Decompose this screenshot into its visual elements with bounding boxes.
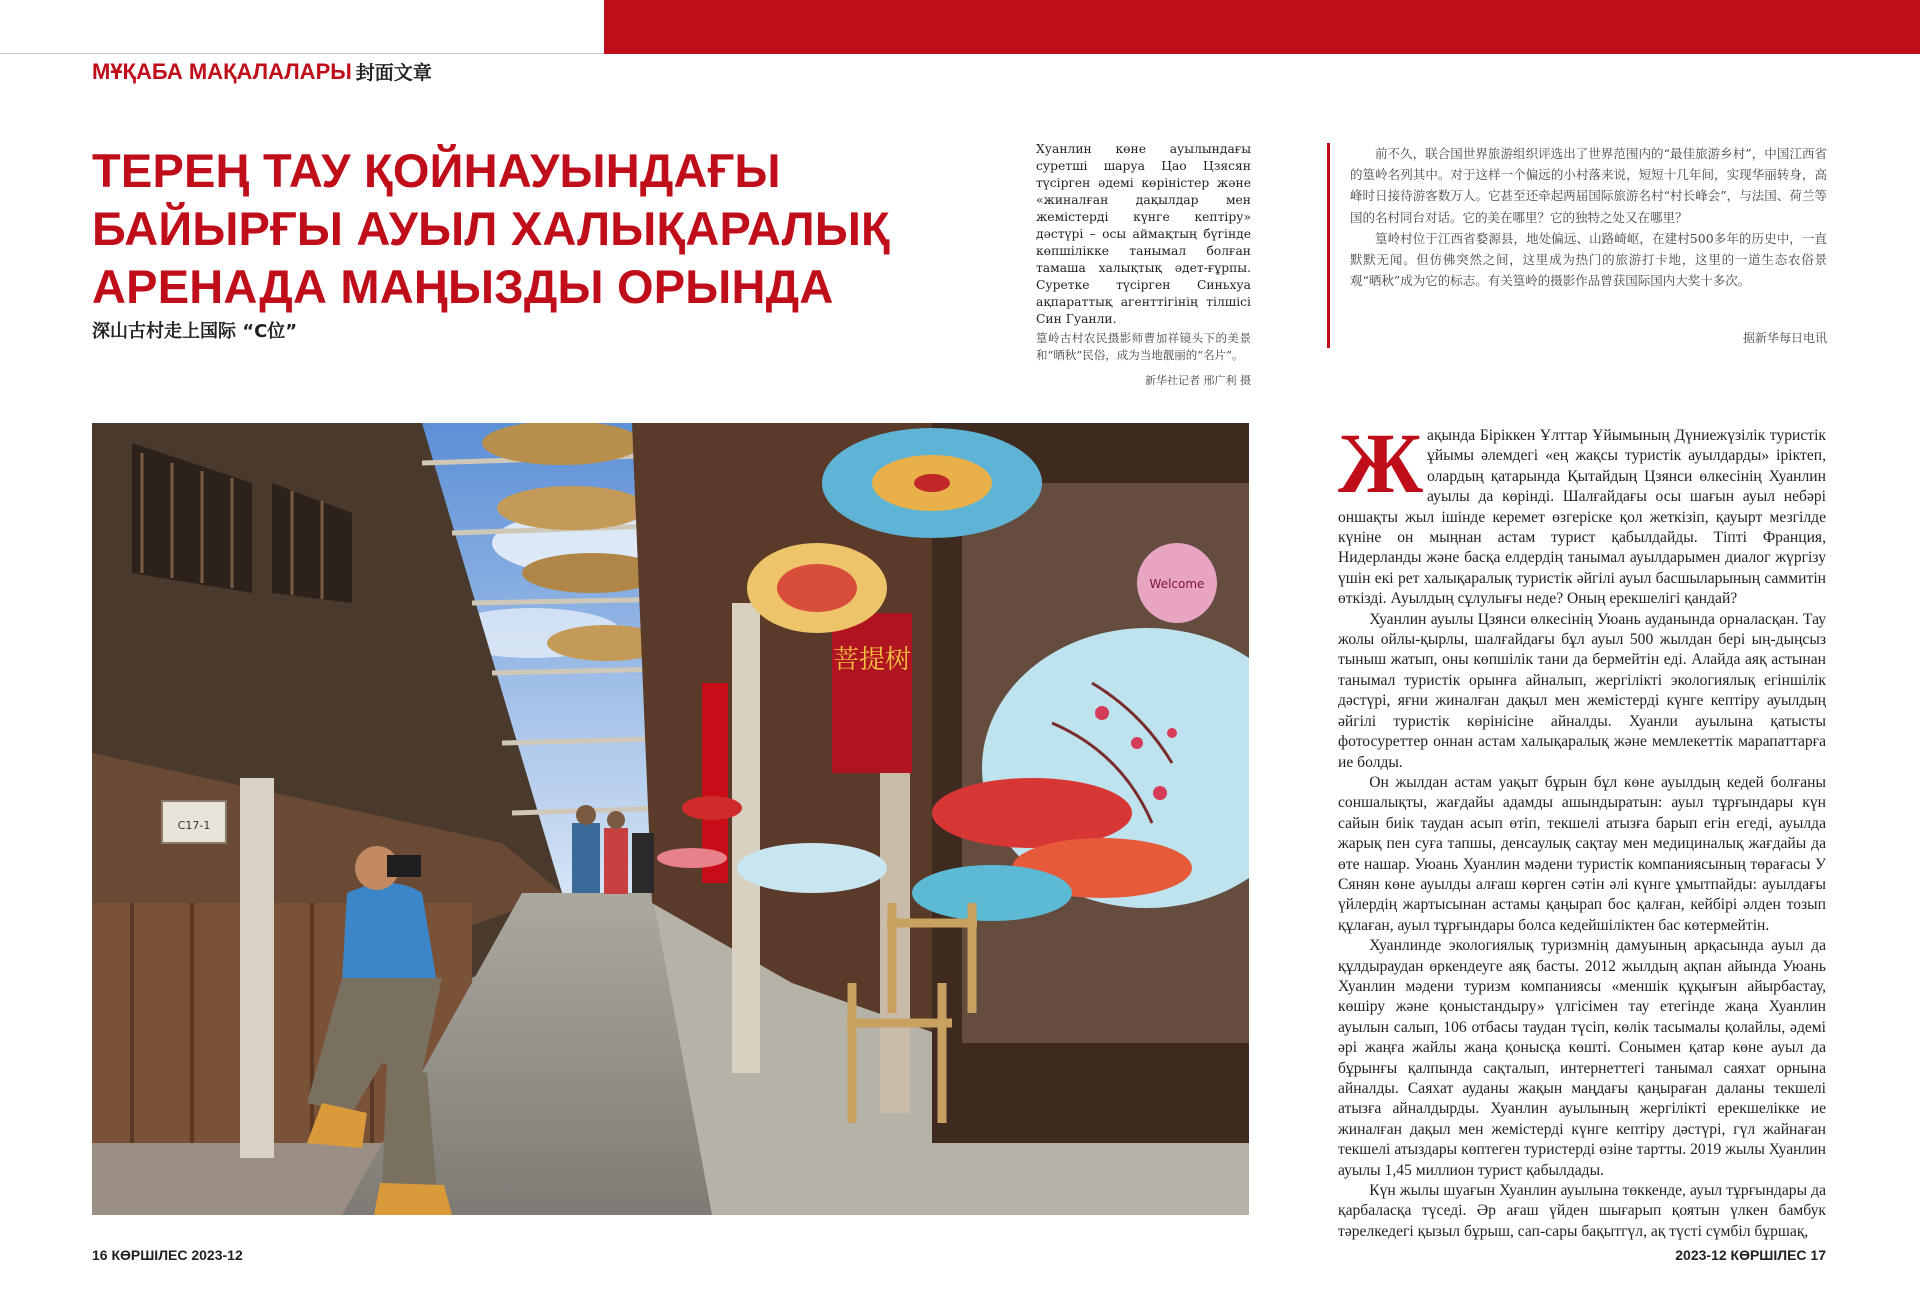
article-paragraph: Күн жылы шуағын Хуанлин ауылына төккенде, ауыл тұрғындары да қарбаласқа түседі. Әр ағаш үйден шығарып қоятын үлкен бамбук тәрелкедегі қызыл бұрыш, сап-сары бақытгүл, ақ түсті сүмбіл бұршақ, bbox=[1338, 1182, 1826, 1240]
umbrella-white bbox=[737, 843, 887, 893]
shop-sign-text: 菩提树 bbox=[832, 645, 912, 675]
headline-line: БАЙЫРҒЫ АУЫЛ ХАЛЫҚАРАЛЫҚ bbox=[92, 202, 890, 255]
intro-box bbox=[1327, 143, 1827, 348]
house-number-text: C17-1 bbox=[177, 819, 211, 832]
intro-paragraph: 篁岭村位于江西省婺源县，地处偏远、山路崎岖，在建村500多年的历史中，一直默默无闻。但仿佛突然之间，这里成为热门的旅游打卡地，这里的一道生态农俗景观“晒秋”成为它的标志。有关篁岭的摄影作品曾获国际国内大奖十多次。 bbox=[1350, 230, 1827, 289]
intro-paragraph: 前不久，联合国世界旅游组织评选出了世界范围内的“最佳旅游乡村”，中国江西省的篁岭名列其中。对于这样一个偏远的小村落来说，短短十几年间，实现华丽转身，高峰时日接待游客数万人。它甚至还牵起两届国际旅游名村“村长峰会”，与法国、荷兰等国的名村同台对话。它的美在哪里？它的独特之处又在哪里？ bbox=[1350, 146, 1827, 225]
top-rule bbox=[0, 53, 604, 54]
headline-line: АРЕНАДА МАҢЫЗДЫ ОРЫНДА bbox=[92, 260, 834, 313]
drop-cap: Ж bbox=[1338, 415, 1424, 511]
article-paragraph bbox=[1338, 415, 1826, 610]
headline bbox=[92, 142, 1042, 316]
caption-cn: 篁岭古村农民摄影师曹加祥镜头下的美景和“晒秋”民俗，成为当地靓丽的“名片”。 bbox=[1036, 331, 1251, 362]
page-number-left: 16 КӨРШІЛЕС 2023-12 bbox=[92, 1247, 243, 1263]
section-label-cn: 封面文章 bbox=[355, 63, 432, 84]
intro-text bbox=[1350, 143, 1827, 291]
top-red-bar bbox=[604, 0, 1920, 54]
article-paragraph-text: ақында Біріккен Ұлттар Ұйымының Дүниежүзілік туристік ұйымы әлемдегі «ең жақсы туристік ауылдарды» іріктеп, олардың қатарында Қытайдың Цзянси өлкесінің Хуанлин ауылы да көрінді. Шалғайдағы осы шағын ауыл небәрі оншақты жыл ішінде керемет өзгеріске қол жеткізіп, қауырт мезгілде күніне он мыңнан астам турист қабылдайды. Тіпті Франция, Нидерланды және басқа елдердің танымал ауылдарымен диалог жүргізу үшін екі рет халықаралық туристік әйгілі ауыл басшыларының саммитін өткізді. Ауылдың сұлулығы неде? Оның ерекшелігі қандай? bbox=[1338, 427, 1826, 608]
section-label-kz: МҰҚАБА МАҚАЛАЛАРЫ bbox=[92, 59, 352, 84]
caption-kz: Хуанлин көне ауылындағы суретші шаруа Цао Цзясян түсірген әдемі көріністер және «жиналған дақылдар мен жемістерді күнге кептіру» дәстүрі – осы аймақтың бүгінде көпшілікке танымал болған тамаша халықтық әдет-ғұрпы. Суретке түсірген Синьхуа ақпараттық агенттігінің тілшісі Син Гуанли. bbox=[1036, 142, 1251, 326]
main-photo bbox=[92, 423, 1249, 1215]
article-paragraph: Хуанлинде экологиялық туризмнің дамуының арқасында ауыл да құлдыраудан өркендеуге аяқ басты. 2012 жылдың ақпан айында Уюань Хуанлин мәдени туризм компаниясы «меншік құқығын айырбастау, көшіру және қоныстандыру» үлгісімен тау етегінде жаңа Хуанлин ауылын салып, 106 отбасы таудан түсіп, көлік тасымалы қолайлы, әдемі әрі жаңға жайлы жаңа қонысқа көшті. Сонымен қатар көне ауыл да бұрынғы қалпында сақталып, интернеттегі танымал саяхат орнына айналды. Саяхат ауданы жақын маңдағы қаңыраған даланы текшелі атызға айналдырды. Хуанлин ауылының жергілікті ерекшелікке ие жиналған дақыл мен жемістерді күнге кептіру дәстүрі, гүл жайнаған текшелі атыздары көптеген туристерді өзіне тартты. 2019 жылы Хуанлин ауылы 1,45 миллион турист қабылдады. bbox=[1338, 937, 1826, 1179]
headline-line: ТЕРЕҢ ТАУ ҚОЙНАУЫНДАҒЫ bbox=[92, 144, 781, 197]
article-body bbox=[1338, 415, 1826, 1242]
section-label bbox=[92, 58, 432, 85]
drying-basket bbox=[482, 423, 642, 465]
article-paragraph: Он жылдан астам уақыт бұрын бұл көне ауылдың кедей болғаны соншалықты, жағдайы адамды ашындыратын: ауыл тұрғындары күн сайын биік таудан асып өтіп, текшелі атызға барып егін егеді, ауылда жарық пен суға тапшы, денсаулық сақтау мен медициналық жағдайы да өте нашар. Уюань Хуанлин мәдени туристік компаниясының төрағасы У Сянян көне ауылды алғаш көрген сәтін әлі күнге ұмытпайды: ауылдағы үйлердің жартысынан астамы қаңырап бос қалған, кейбірі әлден тозып құлаған, ауыл тұрғындары болса кедейшіліктен бас көтермейтін. bbox=[1338, 773, 1826, 934]
shop-sign bbox=[832, 613, 912, 773]
umbrella-flower bbox=[747, 543, 887, 633]
intro-credit: 据新华每日电讯 bbox=[1742, 331, 1827, 345]
subtitle-cn: 深山古村走上国际 “C位” bbox=[92, 321, 298, 342]
welcome-sign-text: Welcome bbox=[1149, 577, 1205, 591]
photo-illustration bbox=[92, 423, 1249, 1215]
article-paragraph: Хуанлин ауылы Цзянси өлкесінің Уюань ауданында орналасқан. Тау жолы ойлы-қырлы, шалғайдағы бұл ауыл 500 жылдан бері ың-дыңсыз тыныш жатып, оны көпшілік тани да бермейтін еді. Алайда аяқ астынан танымал туристік орынға айналып, жергілікті экологиялық егіншілік дәстүрі, яғни жиналған дақыл мен жемістерді күнге кептіру ауылдың әйгілі туристік көрінісіне айналды. Хуанли ауылына қатысты фотосуреттер оннан астам халықаралық және мемлекеттік марапаттарға ие болды. bbox=[1338, 610, 1826, 771]
caption-credit: 新华社记者 邢广利 摄 bbox=[1145, 374, 1251, 387]
tourist bbox=[572, 823, 600, 893]
page-number-right: 2023-12 КӨРШІЛЕС 17 bbox=[1675, 1247, 1826, 1263]
umbrella-blue bbox=[822, 428, 1042, 538]
photo-caption bbox=[1036, 141, 1251, 389]
